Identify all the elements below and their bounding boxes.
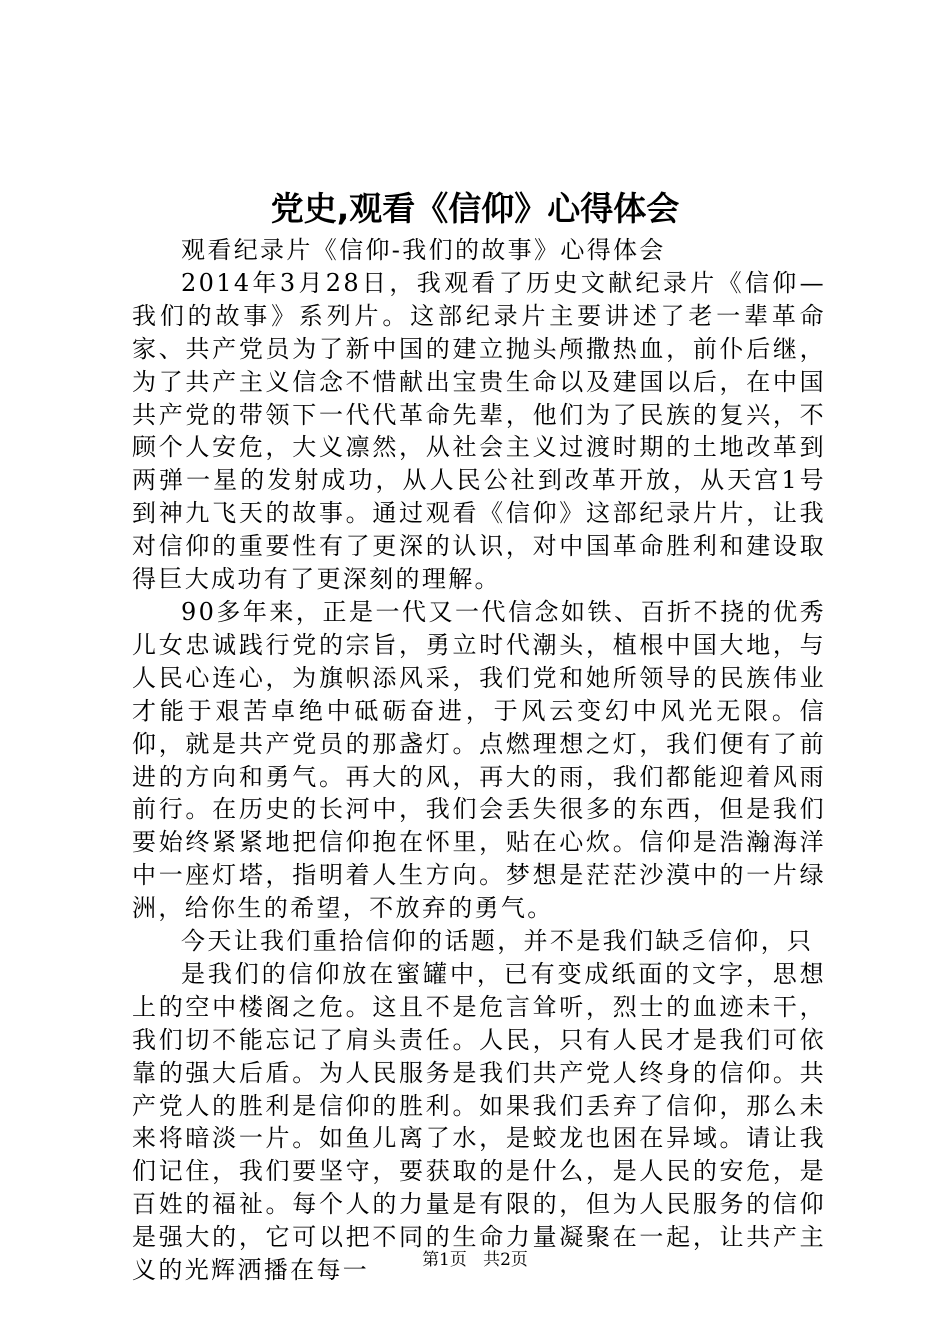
body-paragraph: 是我们的信仰放在蜜罐中，已有变成纸面的文字，思想上的空中楼阁之危。这且不是危言耸听，烈士的血迹未干，我们切不能忘记了肩头责任。人民，只有人民才是我们可依靠的强大后盾。为人民服务是我们共产党人终身的信仰。共产党人的胜利是信仰的胜利。如果我们丢弃了信仰，那么未来将暗淡一片。如鱼儿离了水，是蛟龙也困在异域。请让我们记住，我们要坚守，要获取的是什么，是人民的安危，是百姓的福祉。每个人的力量是有限的，但为人民服务的信仰是强大的，它可以把不同的生命力量凝聚在一起，让共产主义的光辉洒播在每一 xyxy=(132,959,826,1285)
page-total: 共2页 xyxy=(483,1250,528,1270)
body-paragraph: 2014年3月28日，我观看了历史文献纪录片《信仰—我们的故事》系列片。这部纪录片主要讲述了老一辈革命家、共产党员为了新中国的建立抛头颅撒热血，前仆后继，为了共产主义信念不惜献出宝贵生命以及建国以后，在中国共产党的带领下一代代革命先辈，他们为了民族的复兴，不顾个人安危，大义凛然，从社会主义过渡时期的土地改革到两弹一星的发射成功，从人民公社到改革开放，从天宫1号到神九飞天的故事。通过观看《信仰》这部纪录片片，让我对信仰的重要性有了更深的认识，对中国革命胜利和建设取得巨大成功有了更深刻的理解。 xyxy=(132,268,826,594)
page-number: 第1页 xyxy=(422,1250,467,1270)
body-paragraph: 90多年来，正是一代又一代信念如铁、百折不挠的优秀儿女忠诚践行党的宗旨，勇立时代潮头，植根中国大地，与人民心连心，为旗帜添风采，我们党和她所领导的民族伟业才能于艰苦卓绝中砥砺奋进，于风云变幻中风光无限。信仰，就是共产党员的那盏灯。点燃理想之灯，我们便有了前进的方向和勇气。再大的风，再大的雨，我们都能迎着风雨前行。在历史的长河中，我们会丢失很多的东西，但是我们要始终紧紧地把信仰抱在怀里，贴在心炊。信仰是浩瀚海洋中一座灯塔，指明着人生方向。梦想是茫茫沙漠中的一片绿洲，给你生的希望，不放弃的勇气。 xyxy=(132,597,826,923)
body-paragraph: 今天让我们重拾信仰的话题，并不是我们缺乏信仰，只 xyxy=(181,927,814,956)
subtitle-paragraph: 观看纪录片《信仰-我们的故事》心得体会 xyxy=(181,236,666,264)
document-title: 党史,观看《信仰》心得体会 xyxy=(270,189,680,228)
document-body xyxy=(132,234,826,1287)
page-footer xyxy=(0,1248,950,1272)
